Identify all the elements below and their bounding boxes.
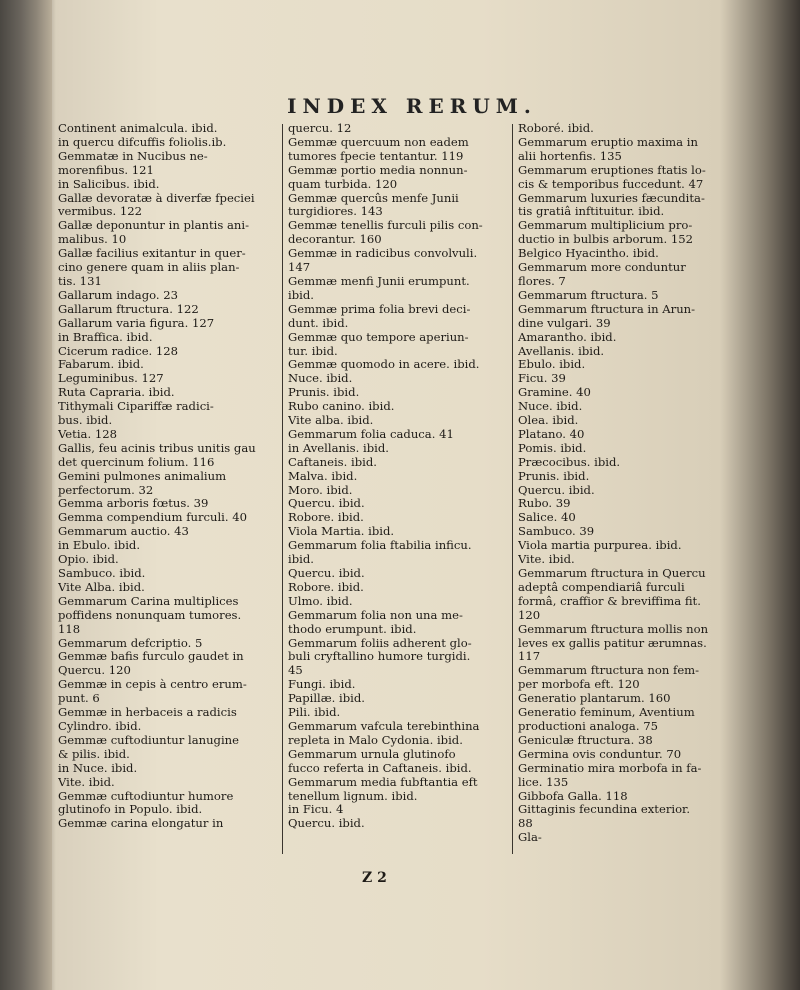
index-entry: tis. 131 <box>58 274 102 288</box>
index-entry: Gemmarum Carina multiplices <box>58 594 239 608</box>
index-entry: Gemmarum folia caduca. 41 <box>288 427 454 441</box>
index-entry: Gemmæ menfi Junii erumpunt. <box>288 274 470 288</box>
index-entry: Gemmæ tenellis furculi pilis con- <box>288 219 483 233</box>
index-entry: vermibus. 122 <box>58 205 142 219</box>
index-entry: Roboré. ibid. <box>518 122 594 135</box>
index-entry: Quercu. ibid. <box>288 567 365 580</box>
index-entry: Prunis. ibid. <box>518 469 590 483</box>
index-entry: Ulmo. ibid. <box>288 594 353 608</box>
index-entry: Gallæ deponuntur in plantis ani- <box>58 219 249 233</box>
index-entry: in quercu difcuffis foliolis.ib. <box>58 135 227 149</box>
index-entry: Pili. ibid. <box>288 706 341 720</box>
index-column-1 <box>58 122 280 831</box>
index-entry: in Salicibus. ibid. <box>58 177 160 191</box>
index-entry: Gemmarum ftructura in Quercu <box>518 567 706 580</box>
index-entry: Gemmarum auctio. 43 <box>58 525 189 539</box>
index-entry: Gemmæ prima folia brevi deci- <box>288 302 471 316</box>
index-entry: Præcocibus. ibid. <box>518 455 621 469</box>
index-entry: turgidiores. 143 <box>288 205 383 219</box>
index-entry: Germinatio mira morbofa in fa- <box>518 761 702 775</box>
index-entry: Sambuco. 39 <box>518 525 595 539</box>
index-column-2 <box>288 122 510 831</box>
index-column-3 <box>518 122 754 845</box>
index-entry: Gemmarum multiplicium pro- <box>518 219 693 233</box>
index-entry: ductio in bulbis arborum. 152 <box>518 233 693 247</box>
index-entry: 117 <box>518 650 541 664</box>
index-entry: alii hortenfis. 135 <box>518 149 622 163</box>
index-entry: Rubo canino. ibid. <box>288 400 395 414</box>
index-entry: Gemmæ in radicibus convolvuli. <box>288 247 478 261</box>
index-entry: lice. 135 <box>518 775 569 789</box>
index-entry: Gemmarum ftructura non fem- <box>518 664 700 678</box>
index-entry: Avellanis. ibid. <box>518 344 605 358</box>
index-entry: Gemmarum eruptio maxima in <box>518 135 698 149</box>
index-entry: Rubo. 39 <box>518 497 571 511</box>
index-entry: Robore. ibid. <box>288 511 364 525</box>
index-entry: Gemmarum ftructura in Arun- <box>518 302 696 316</box>
index-entry: flores. 7 <box>518 274 566 288</box>
index-entry: Belgico Hyacintho. ibid. <box>518 247 659 261</box>
running-head: INDEX RERUM. <box>287 94 537 118</box>
index-entry: Vite. ibid. <box>58 775 115 789</box>
index-entry: Viola martia purpurea. ibid. <box>518 539 682 553</box>
index-entry: Gallis, feu acinis tribus unitis gau <box>58 441 256 455</box>
index-entry: bus. ibid. <box>58 414 113 428</box>
index-entry: Pomis. ibid. <box>518 441 587 455</box>
index-entry: Gemini pulmones animalium <box>58 469 227 483</box>
index-entry: Gemmæ quo tempore aperiun- <box>288 330 469 344</box>
index-entry: 118 <box>58 622 81 636</box>
index-entry: glutinofo in Populo. ibid. <box>58 803 203 817</box>
index-entry: Viola Martia. ibid. <box>288 525 395 539</box>
index-entry: tis gratiâ inftituitur. ibid. <box>518 205 665 219</box>
index-entry: Vite Alba. ibid. <box>58 580 145 594</box>
index-entry: buli cryftallino humore turgidi. <box>288 650 471 664</box>
index-entry: poffidens nonunquam tumores. <box>58 608 242 622</box>
index-entry: dunt. ibid. <box>288 316 349 330</box>
index-entry: Quercu. ibid. <box>288 497 365 511</box>
index-entry: Gemmarum more conduntur <box>518 261 686 275</box>
index-entry: Gemmarum ftructura. 5 <box>518 288 659 302</box>
index-entry: formâ, craffior & breviffima fit. <box>518 594 701 608</box>
index-entry: Quercu. 120 <box>58 664 131 678</box>
index-entry: Generatio feminum, Aventium <box>518 706 695 720</box>
index-entry: Gibbofa Galla. 118 <box>518 789 628 803</box>
index-entry: Gemmarum ftructura mollis non <box>518 622 709 636</box>
index-entry: Salice. 40 <box>518 511 576 525</box>
index-entry: cis & temporibus fuccedunt. 47 <box>518 177 704 191</box>
index-entry: Gemmæ quercuum non eadem <box>288 135 469 149</box>
index-entry: Gallarum varia figura. 127 <box>58 316 215 330</box>
index-entry: quam turbida. 120 <box>288 177 398 191</box>
index-entry: dine vulgari. 39 <box>518 316 611 330</box>
index-entry: 88 <box>518 817 533 831</box>
index-entry: Germina ovis conduntur. 70 <box>518 747 682 761</box>
index-entry: Moro. ibid. <box>288 483 353 497</box>
index-page <box>52 0 772 990</box>
index-entry: Ruta Capraria. ibid. <box>58 386 175 400</box>
index-entry: Olea. ibid. <box>518 414 579 428</box>
index-entry: in Avellanis. ibid. <box>288 441 389 455</box>
index-entry: Ficu. 39 <box>518 372 566 386</box>
index-entry: morenfibus. 121 <box>58 163 154 177</box>
index-entry: Platano. 40 <box>518 427 585 441</box>
index-entry: Gemmæ quercûs menfe Junii <box>288 191 459 205</box>
index-entry: det quercinum folium. 116 <box>58 455 215 469</box>
index-entry: in Nuce. ibid. <box>58 761 138 775</box>
index-entry: fucco referta in Caftaneis. ibid. <box>288 761 472 775</box>
index-entry: thodo erumpunt. ibid. <box>288 622 417 636</box>
index-entry: Amarantho. ibid. <box>518 330 617 344</box>
index-entry: Gemmæ in herbaceis a radicis <box>58 706 237 720</box>
index-entry: Gemma arboris fœtus. 39 <box>58 497 209 511</box>
index-entry: Gemmarum folia ftabilia inficu. <box>288 539 472 553</box>
column-rule-right <box>512 124 513 854</box>
index-entry: Gallæ devoratæ à diverfæ fpeciei <box>58 191 255 205</box>
signature-mark: Z 2 <box>362 870 387 886</box>
index-entry: Gemmarum folia non una me- <box>288 608 463 622</box>
index-entry: ibid. <box>288 288 314 302</box>
index-entry: Ebulo. ibid. <box>518 358 586 372</box>
index-entry: Nuce. ibid. <box>518 400 583 414</box>
index-entry: Gemmæ quomodo in acere. ibid. <box>288 358 480 372</box>
index-entry: Gemmarum urnula glutinofo <box>288 747 456 761</box>
index-entry: adeptâ compendiariâ furculi <box>518 580 685 594</box>
index-entry: Gemmæ cuftodiuntur lanugine <box>58 733 240 747</box>
index-entry: Gallarum indago. 23 <box>58 288 179 302</box>
index-entry: Fungi. ibid. <box>288 678 356 692</box>
index-entry: Quercu. ibid. <box>288 817 365 831</box>
index-entry: Gemmæ carina elongatur in <box>58 817 224 831</box>
index-entry: in Braffica. ibid. <box>58 330 153 344</box>
index-entry: 120 <box>518 608 541 622</box>
index-entry: Opio. ibid. <box>58 553 119 567</box>
index-entry: malibus. 10 <box>58 233 127 247</box>
index-entry: Malva. ibid. <box>288 469 358 483</box>
index-entry: & pilis. ibid. <box>58 747 130 761</box>
index-entry: Leguminibus. 127 <box>58 372 164 386</box>
index-entry: repleta in Malo Cydonia. ibid. <box>288 733 463 747</box>
index-entry: Papillæ. ibid. <box>288 692 365 706</box>
index-entry: Gemmarum luxuries fæcundita- <box>518 191 705 205</box>
index-entry: Gemmarum eruptiones ftatis lo- <box>518 163 706 177</box>
index-entry: quercu. 12 <box>288 122 352 135</box>
index-entry: Gemmarum foliis adherent glo- <box>288 636 472 650</box>
index-entry: Gemmæ in cepis à centro erum- <box>58 678 247 692</box>
index-entry: Gemmarum media fubftantia eft <box>288 775 478 789</box>
index-entry: Geniculæ ftructura. 38 <box>518 733 653 747</box>
index-entry: per morbofa eft. 120 <box>518 678 640 692</box>
facing-page-edge <box>0 0 52 990</box>
index-entry: tur. ibid. <box>288 344 338 358</box>
index-entry: Tithymali Cipariffæ radici- <box>58 400 214 414</box>
index-entry: punt. 6 <box>58 692 100 706</box>
index-entry: Generatio plantarum. 160 <box>518 692 671 706</box>
index-entry: Quercu. ibid. <box>518 483 595 497</box>
index-entry: Nuce. ibid. <box>288 372 353 386</box>
index-entry: tumores fpecie tentantur. 119 <box>288 149 464 163</box>
index-entry: Gemma compendium furculi. 40 <box>58 511 247 525</box>
index-entry: 45 <box>288 664 303 678</box>
index-entry: Vite. ibid. <box>518 553 575 567</box>
index-entry: Cylindro. ibid. <box>58 719 142 733</box>
index-entry: Gemmæ portio media nonnun- <box>288 163 468 177</box>
index-entry: decorantur. 160 <box>288 233 382 247</box>
index-entry: leves ex gallis patitur ærumnas. <box>518 636 707 650</box>
index-entry: Robore. ibid. <box>288 580 364 594</box>
index-entry: productioni analoga. 75 <box>518 719 658 733</box>
index-entry: Gittaginis fecundina exterior. <box>518 803 691 817</box>
index-entry: Gemmarum defcriptio. 5 <box>58 636 203 650</box>
index-entry: Gemmarum vafcula terebinthina <box>288 719 480 733</box>
index-entry: Gemmæ bafis furculo gaudet in <box>58 650 244 664</box>
index-entry: Gallæ facilius exitantur in quer- <box>58 247 246 261</box>
index-entry: Gallarum ftructura. 122 <box>58 302 199 316</box>
index-entry: Continent animalcula. ibid. <box>58 122 218 135</box>
index-entry: cino genere quam in aliis plan- <box>58 261 240 275</box>
index-entry: Prunis. ibid. <box>288 386 360 400</box>
index-entry: Gla- <box>518 831 542 845</box>
index-entry: perfectorum. 32 <box>58 483 154 497</box>
column-rule-left <box>282 124 283 854</box>
index-entry: tenellum lignum. ibid. <box>288 789 418 803</box>
index-entry: Gemmæ cuftodiuntur humore <box>58 789 234 803</box>
index-entry: Vetia. 128 <box>58 427 117 441</box>
index-entry: Caftaneis. ibid. <box>288 455 377 469</box>
index-entry: Vite alba. ibid. <box>288 414 374 428</box>
index-entry: ibid. <box>288 553 314 567</box>
index-entry: Sambuco. ibid. <box>58 567 146 580</box>
index-entry: Fabarum. ibid. <box>58 358 144 372</box>
index-entry: Gramine. 40 <box>518 386 591 400</box>
index-entry: in Ebulo. ibid. <box>58 539 141 553</box>
index-entry: in Ficu. 4 <box>288 803 344 817</box>
index-entry: Cicerum radice. 128 <box>58 344 179 358</box>
index-entry: 147 <box>288 261 311 275</box>
index-entry: Gemmatæ in Nucibus ne- <box>58 149 208 163</box>
